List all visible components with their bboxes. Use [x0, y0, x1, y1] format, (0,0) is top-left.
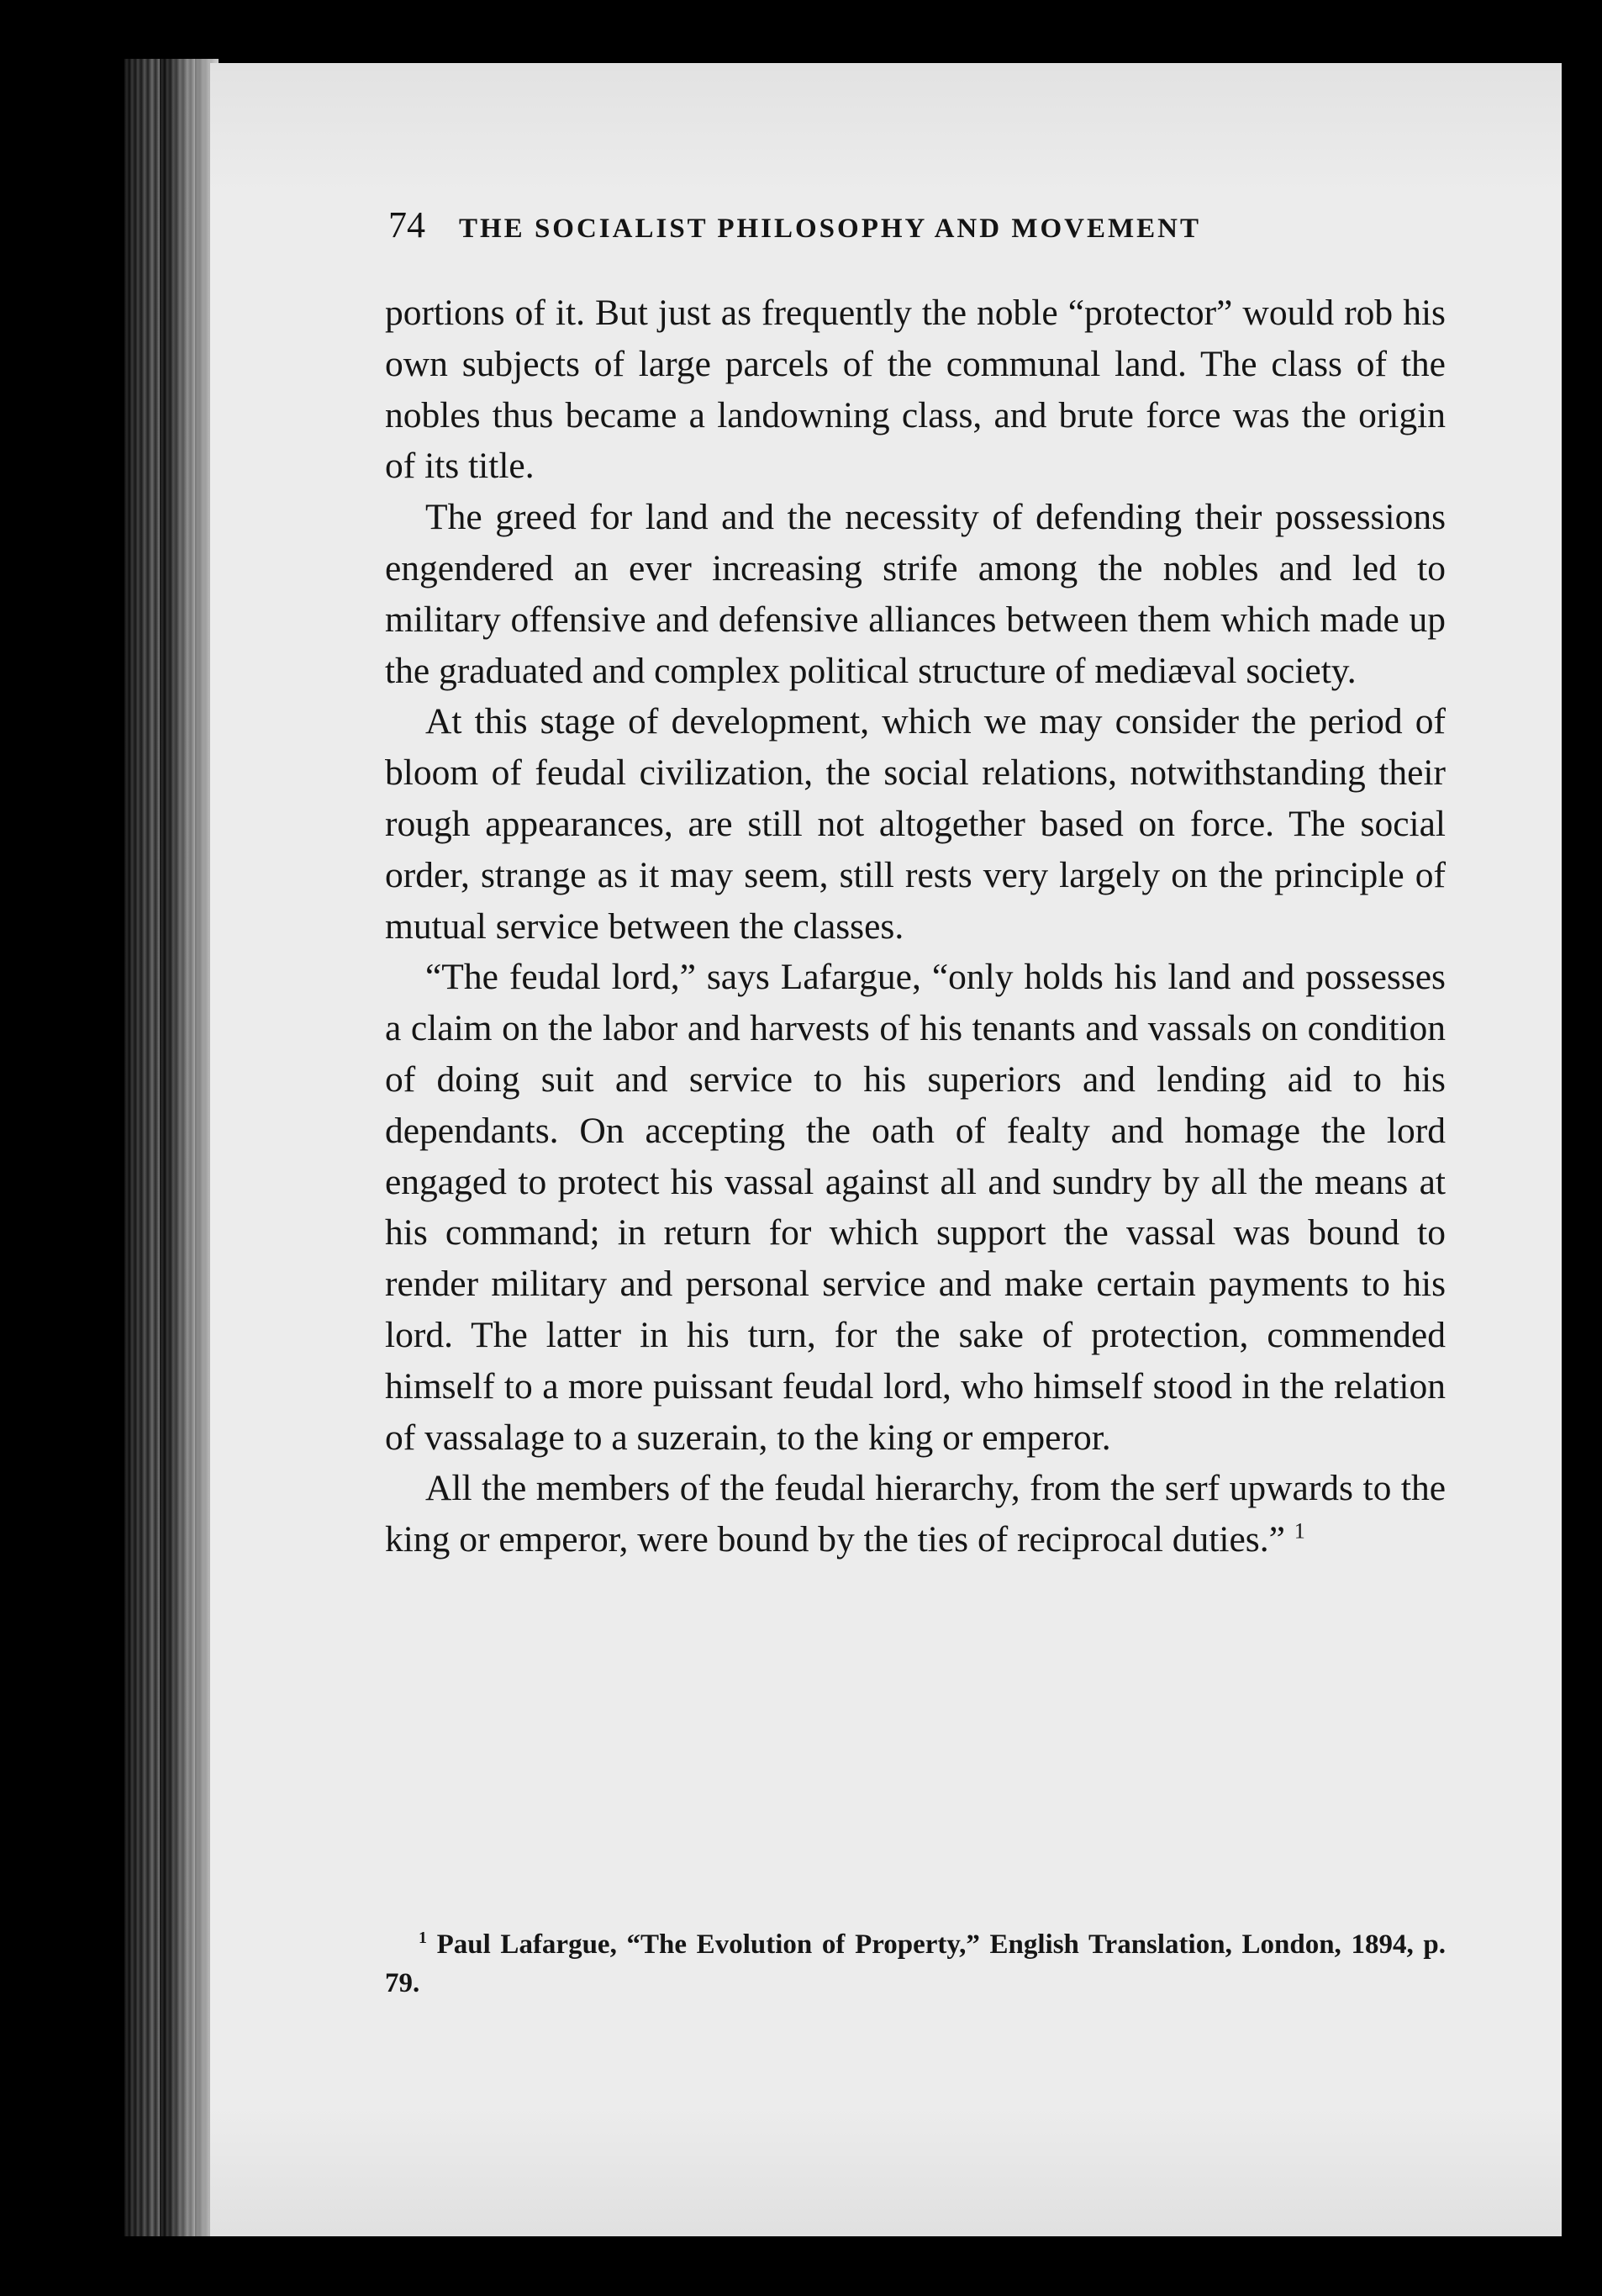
paragraph-5 [385, 1463, 1446, 1565]
page-header [388, 203, 1346, 246]
footnote-marker: 1 [419, 1929, 427, 1947]
body-text [385, 288, 1446, 1565]
paragraph-5-text: All the members of the feudal hierarchy, from the serf upwards to the king or emperor, were bound by the ties of reciprocal duties.” [385, 1468, 1446, 1560]
scan-border [1562, 63, 1602, 2236]
footnote-text: Paul Lafargue, “The Evolution of Property,” English Translation, London, 1894, p. 79. [385, 1929, 1447, 1998]
running-head: THE SOCIALIST PHILOSOPHY AND MOVEMENT [459, 214, 1201, 244]
footnote [385, 1925, 1446, 2003]
paragraph-2: The greed for land and the necessity of defending their possessions engendered an ever increasing strife among the nobles and led to military offensive and defensive alliances between them which made up the graduated and complex political structure of mediæval society. [385, 497, 1446, 691]
paragraph-3: At this stage of development, which we may consider the period of bloom of feudal civilization, the social relations, notwithstanding their rough appearances, are still not altogether based on force. The social order, strange as it may seem, still rests very largely on the principle of mutual service between the classes. [385, 701, 1446, 947]
paragraph-1: portions of it. But just as frequently the noble “protector” would rob his own subjects of large parcels of the communal land. The class of the nobles thus became a landowning class, and brute force was the origin of its title. [385, 293, 1446, 487]
page-number: 74 [388, 204, 425, 245]
paragraph-4: “The feudal lord,” says Lafargue, “only holds his land and possesses a claim on the labor and harvests of his tenants and vassals on condition of doing suit and service to his superiors and lending aid to his dependants. On accepting the oath of fealty and homage the lord engaged to protect his vassal against all and sundry by all the means at his command; in return for which support the vassal was bound to render military and personal service and make certain payments to his lord. The latter in his turn, for the sake of protection, commended himself to a more puissant feudal lord, who himself stood in the relation of vassalage to a suzerain, to the king or emperor. [385, 957, 1446, 1458]
footnote-reference: 1 [1294, 1518, 1305, 1544]
